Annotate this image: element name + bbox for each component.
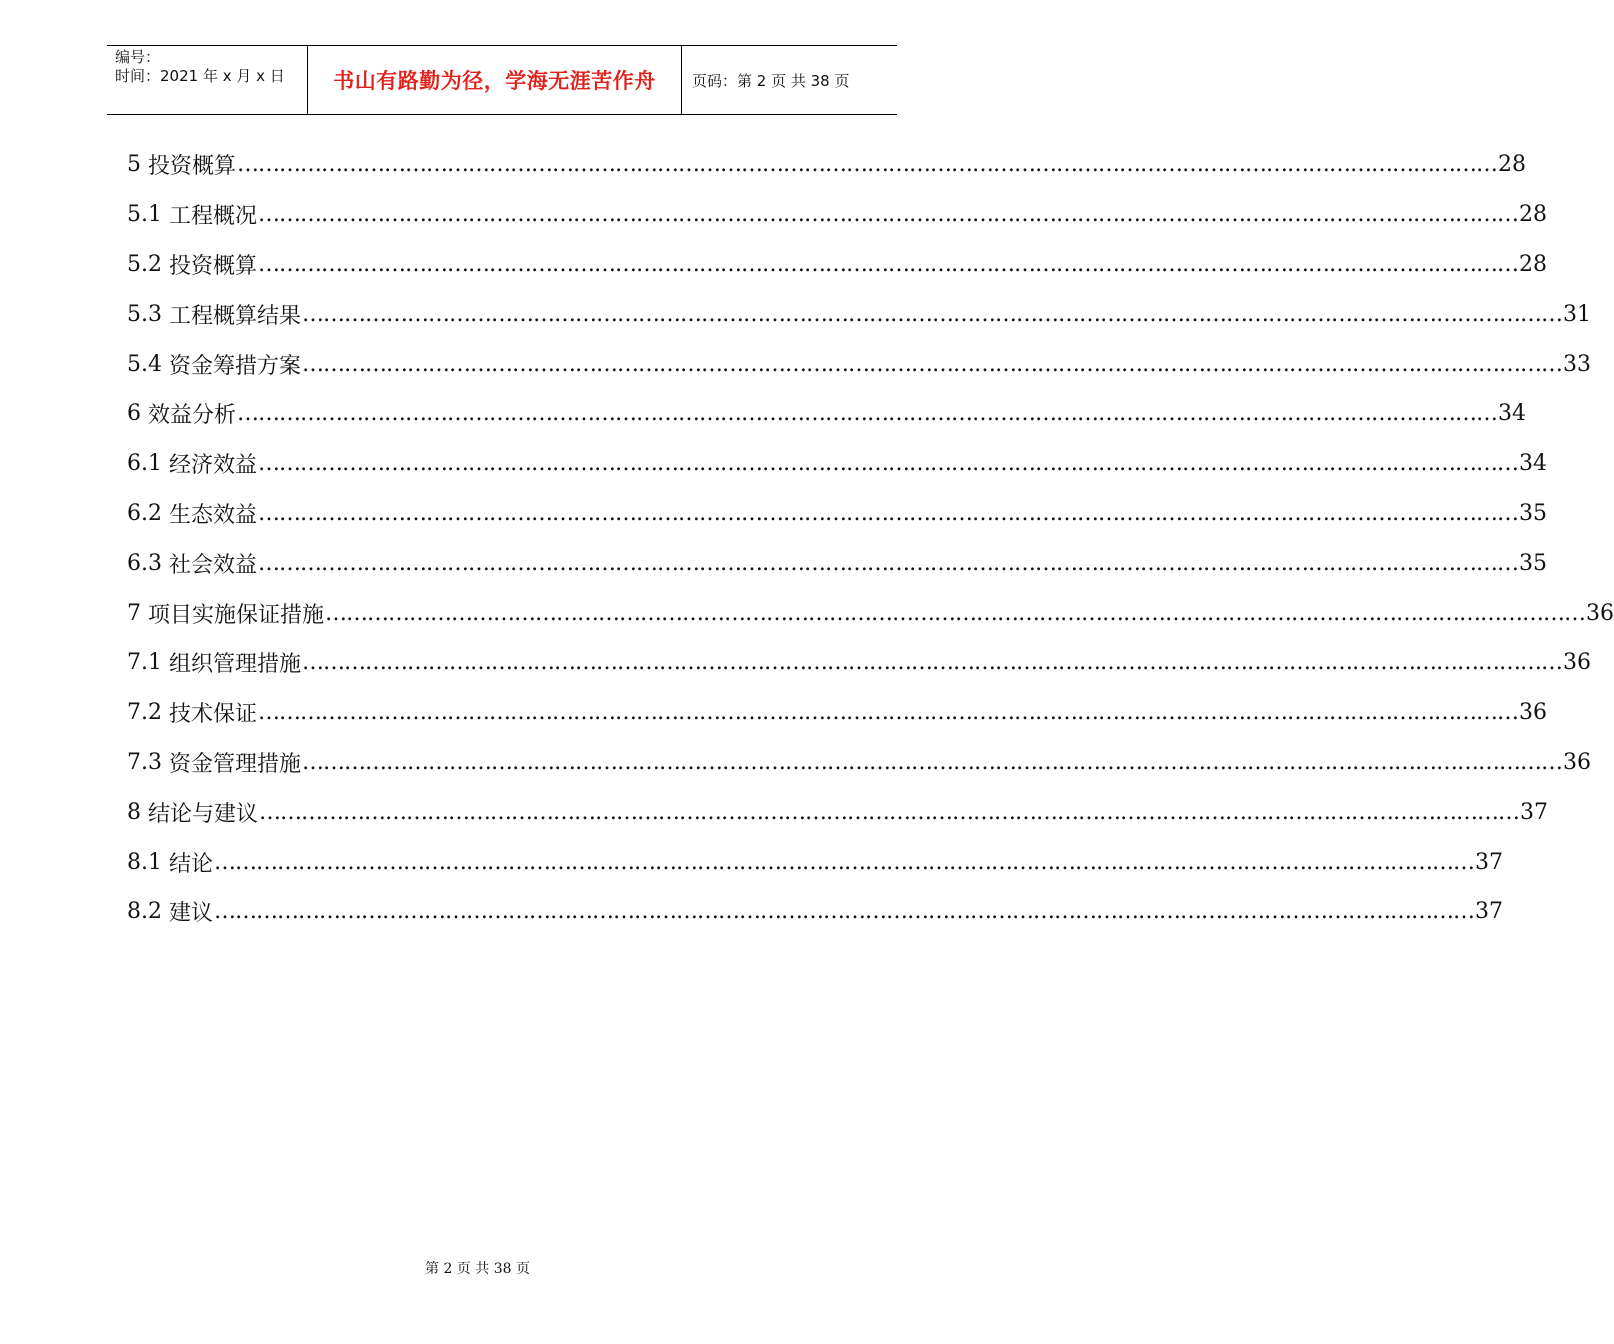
toc-leader-dots: ………………………………………………………………………………………………………………………………………………………………: [258, 700, 1519, 726]
toc-entry[interactable]: [127, 588, 1614, 638]
header-motto: 书山有路勤为径，学海无涯苦作舟: [308, 46, 682, 114]
toc-entry[interactable]: [127, 787, 1549, 837]
toc-entry-number: 8: [127, 799, 141, 825]
toc-entry-number: 6.3: [127, 550, 162, 576]
toc-entry-page: 37: [1475, 849, 1504, 875]
toc-entry-number: 5.1: [127, 202, 162, 228]
toc-entry[interactable]: [127, 688, 1548, 738]
toc-entry-number: 7: [127, 600, 141, 626]
toc-entry-page: 37: [1520, 799, 1549, 825]
page-footer: 第 2 页 共 38 页: [425, 1261, 530, 1277]
toc-entry[interactable]: [127, 240, 1548, 290]
toc-leader-dots: ………………………………………………………………………………………………………………………………………………………………: [237, 152, 1498, 178]
page-header: [107, 45, 897, 115]
toc-entry-number: 5: [127, 152, 141, 178]
toc-entry[interactable]: [127, 738, 1592, 788]
toc-entry-page: 35: [1519, 500, 1548, 526]
toc-entry-page: 34: [1498, 401, 1527, 427]
toc-entry-title: 建议: [169, 901, 214, 927]
toc-entry-title: 社会效益: [169, 552, 258, 578]
toc-entry[interactable]: [127, 339, 1592, 389]
toc-entry-page: 28: [1519, 202, 1548, 228]
toc-entry[interactable]: [127, 439, 1548, 489]
toc-leader-dots: ………………………………………………………………………………………………………………………………………………………………: [302, 650, 1563, 676]
toc-entry-title: 效益分析: [148, 403, 237, 429]
document-number-label: 编号：: [115, 48, 161, 66]
toc-entry-title: 项目实施保证措施: [148, 602, 325, 628]
toc-entry-page: 33: [1563, 351, 1592, 377]
toc-entry-title: 工程概算结果: [169, 303, 302, 329]
toc-entry-number: 6: [127, 401, 141, 427]
toc-entry[interactable]: [127, 489, 1548, 539]
toc-entry-title: 经济效益: [169, 453, 258, 479]
toc-entry-page: 28: [1498, 152, 1527, 178]
toc-entry-number: 5.2: [127, 251, 162, 277]
toc-entry-number: 7.1: [127, 650, 162, 676]
toc-entry[interactable]: [127, 190, 1548, 240]
toc-entry-number: 7.2: [127, 700, 162, 726]
toc-leader-dots: ………………………………………………………………………………………………………………………………………………………………: [302, 749, 1563, 775]
header-page-info: 页码：第 2 页 共 38 页: [692, 71, 850, 90]
toc-entry-title: 投资概算: [169, 253, 258, 279]
toc-entry-title: 技术保证: [169, 702, 258, 728]
toc-entry-page: 34: [1519, 451, 1548, 477]
toc-entry-page: 35: [1519, 550, 1548, 576]
toc-leader-dots: ………………………………………………………………………………………………………………………………………………………………: [325, 600, 1586, 626]
toc-entry-title: 资金管理措施: [169, 751, 302, 777]
toc-leader-dots: ………………………………………………………………………………………………………………………………………………………………: [259, 799, 1520, 825]
toc-leader-dots: ………………………………………………………………………………………………………………………………………………………………: [237, 401, 1498, 427]
toc-leader-dots: ………………………………………………………………………………………………………………………………………………………………: [258, 202, 1519, 228]
toc-entry-number: 5.4: [127, 351, 162, 377]
header-meta: [107, 46, 308, 114]
toc-entry-number: 6.1: [127, 451, 162, 477]
toc-entry-title: 结论与建议: [148, 801, 259, 827]
toc-entry[interactable]: [127, 837, 1504, 887]
toc-entry[interactable]: [127, 887, 1504, 937]
toc-entry-title: 结论: [169, 851, 214, 877]
toc-entry-page: 28: [1519, 251, 1548, 277]
toc-entry-page: 37: [1475, 899, 1504, 925]
toc-leader-dots: ………………………………………………………………………………………………………………………………………………………………: [258, 251, 1519, 277]
toc-entry-title: 组织管理措施: [169, 652, 302, 678]
toc-entry-title: 生态效益: [169, 502, 258, 528]
document-date: 时间：2021 年 x 月 x 日: [115, 67, 285, 85]
toc-entry-title: 工程概况: [169, 204, 258, 230]
toc-entry-page: 36: [1563, 749, 1592, 775]
toc-leader-dots: ………………………………………………………………………………………………………………………………………………………………: [214, 899, 1475, 925]
toc-leader-dots: ………………………………………………………………………………………………………………………………………………………………: [302, 351, 1563, 377]
toc-entry[interactable]: [127, 538, 1548, 588]
toc-entry-number: 6.2: [127, 500, 162, 526]
toc-entry[interactable]: [127, 140, 1527, 190]
toc-entry[interactable]: [127, 389, 1527, 439]
toc-entry-page: 36: [1586, 600, 1614, 626]
toc-entry-title: 投资概算: [148, 154, 237, 180]
toc-entry-number: 8.1: [127, 849, 162, 875]
toc-entry-title: 资金筹措方案: [169, 353, 302, 379]
toc-leader-dots: ………………………………………………………………………………………………………………………………………………………………: [302, 301, 1563, 327]
table-of-contents: [127, 140, 1614, 937]
toc-leader-dots: ………………………………………………………………………………………………………………………………………………………………: [258, 451, 1519, 477]
toc-leader-dots: ………………………………………………………………………………………………………………………………………………………………: [258, 550, 1519, 576]
toc-entry-number: 8.2: [127, 899, 162, 925]
toc-leader-dots: ………………………………………………………………………………………………………………………………………………………………: [258, 500, 1519, 526]
toc-entry-page: 31: [1563, 301, 1592, 327]
toc-entry-page: 36: [1563, 650, 1592, 676]
toc-entry-number: 7.3: [127, 749, 162, 775]
toc-entry-page: 36: [1519, 700, 1548, 726]
toc-entry[interactable]: [127, 289, 1592, 339]
toc-entry[interactable]: [127, 638, 1592, 688]
toc-entry-number: 5.3: [127, 301, 162, 327]
toc-leader-dots: ………………………………………………………………………………………………………………………………………………………………: [214, 849, 1475, 875]
